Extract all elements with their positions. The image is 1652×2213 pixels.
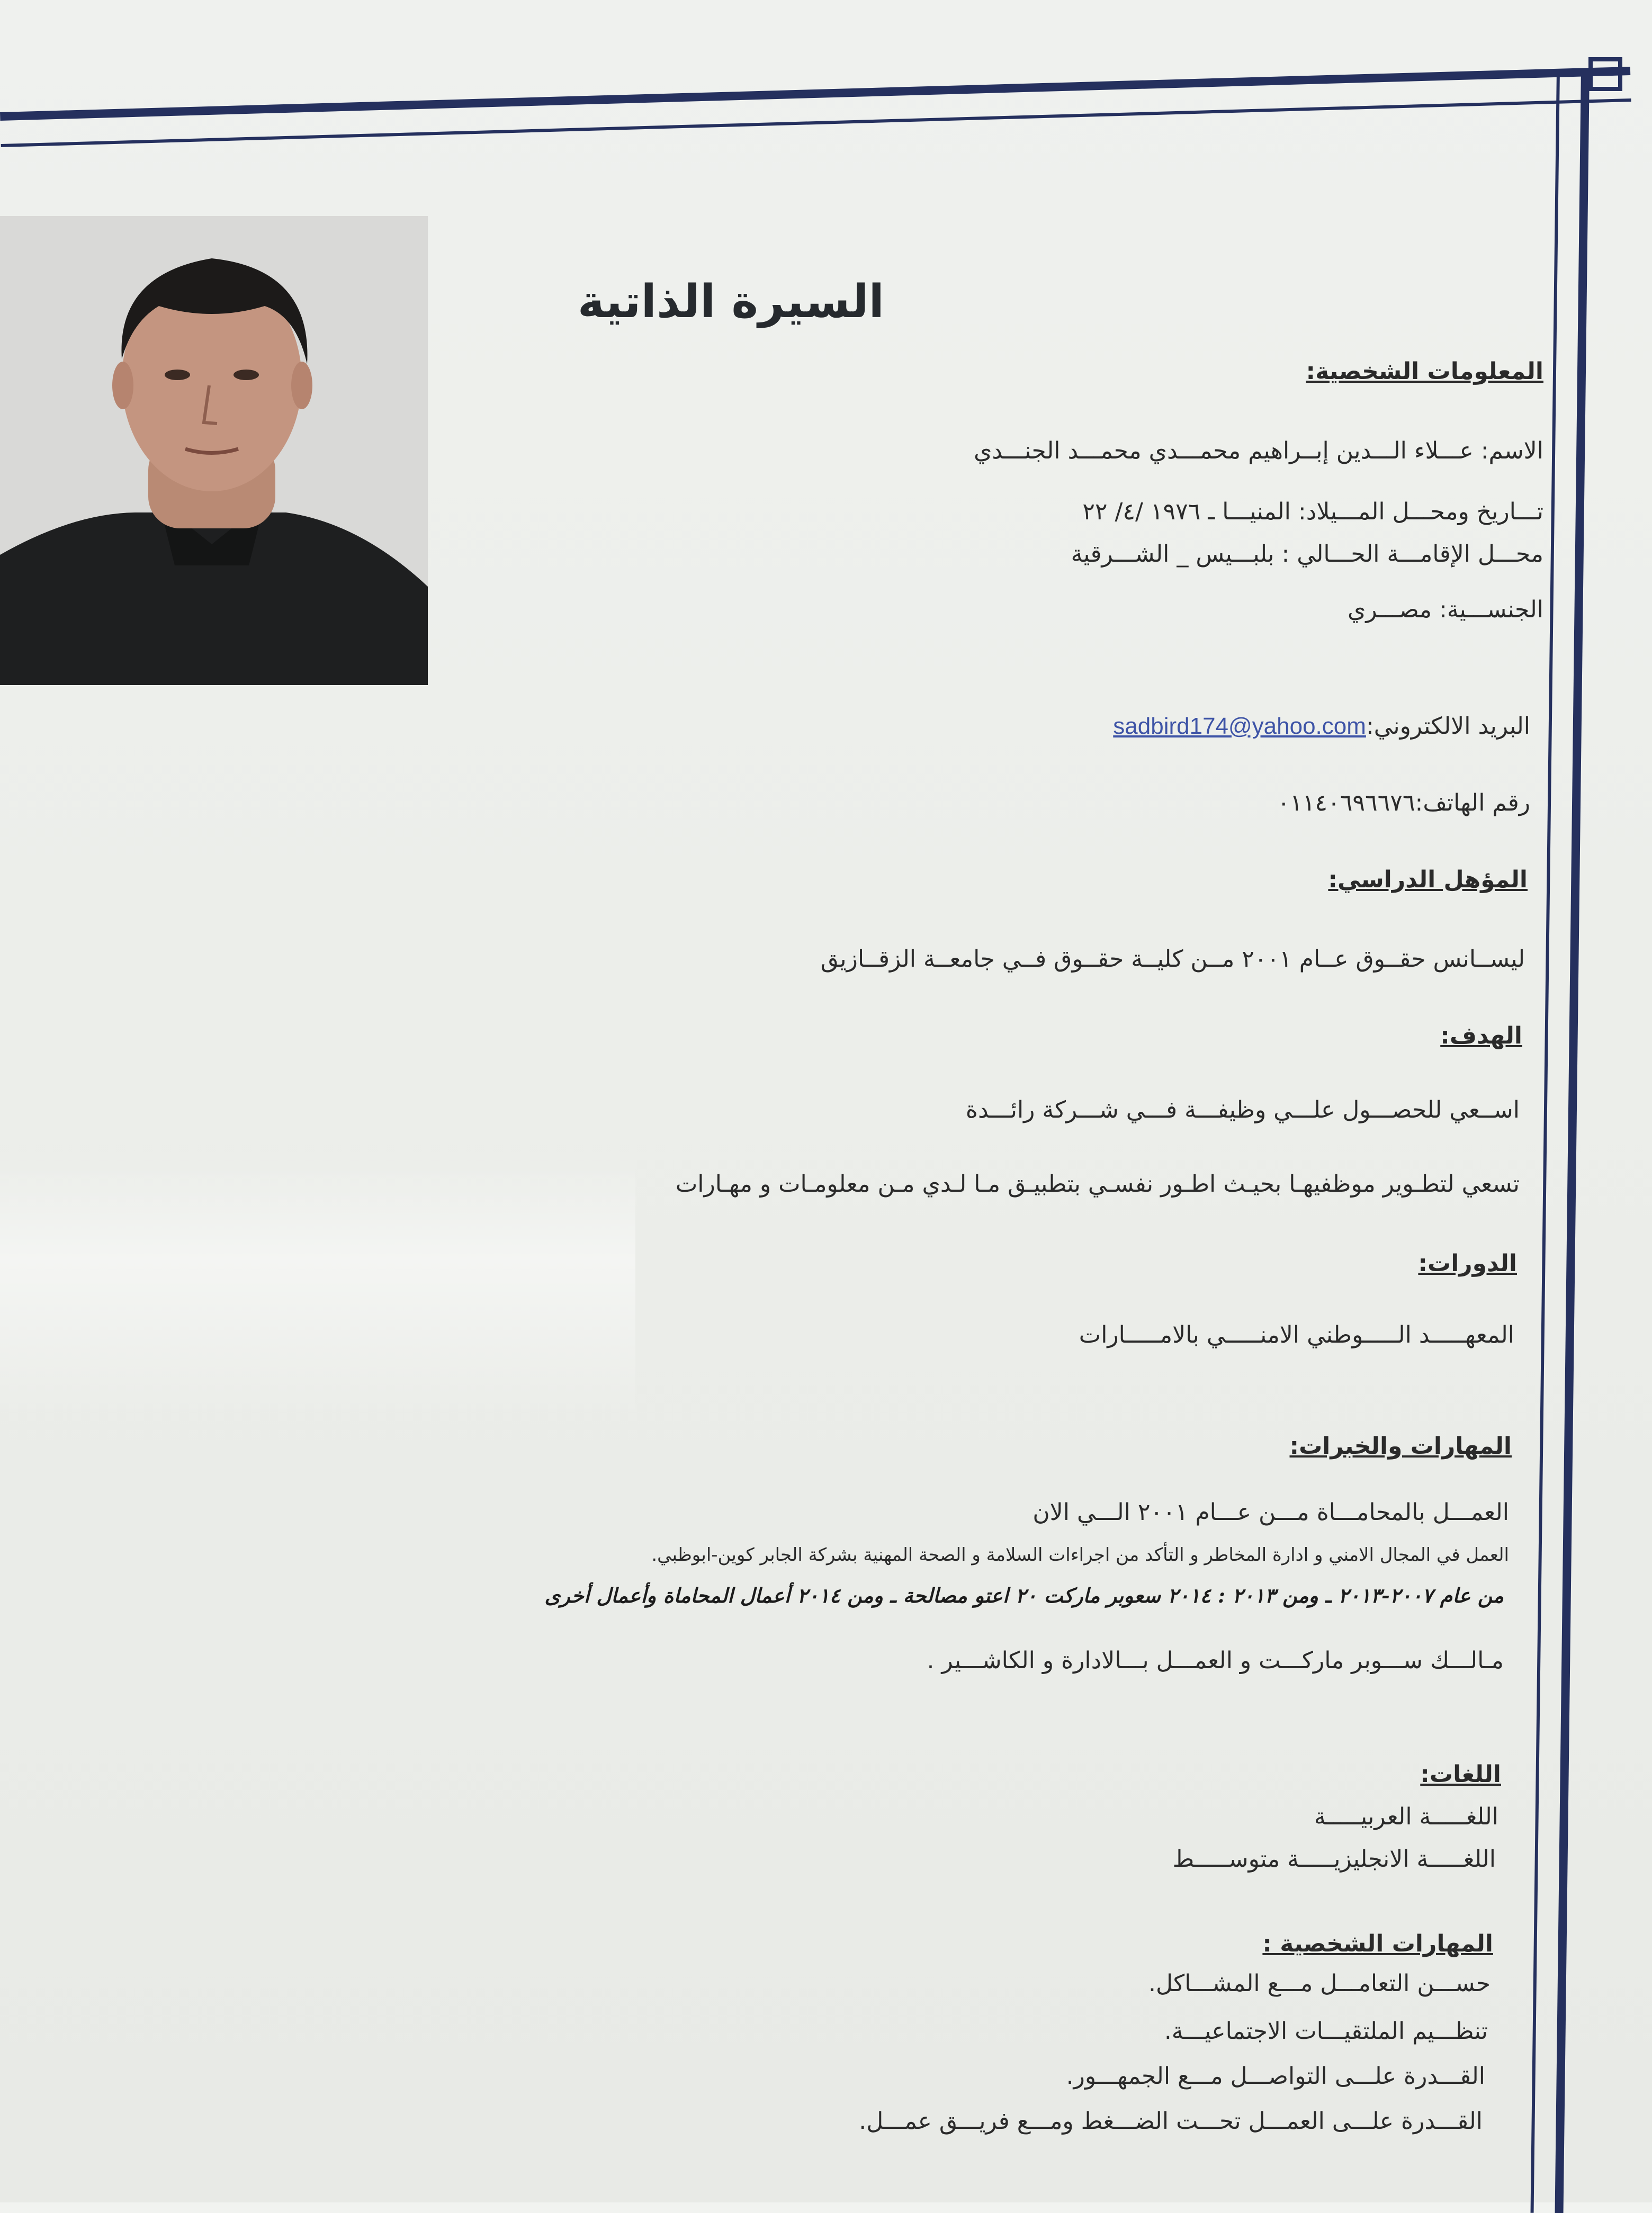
experience-heading: المهارات والخبرات: bbox=[1289, 1433, 1512, 1460]
email-label: البريد الالكتروني: bbox=[1366, 713, 1530, 740]
phone-value: ٠١١٤٠٦٩٦٦٧٦ bbox=[1277, 789, 1415, 816]
profile-photo bbox=[0, 216, 428, 685]
experience-line-1: العمـــل بالمحامـــاة مـــن عـــام ٢٠٠١ الـــي الان bbox=[1032, 1499, 1509, 1526]
language-english: اللغـــــة الانجليزيـــــة متوســـــط bbox=[1172, 1846, 1496, 1873]
paper-fold-shadow bbox=[0, 1154, 635, 1419]
soft-skills-heading: المهارات الشخصية : bbox=[1262, 1930, 1493, 1957]
nationality-field: الجنســـية: مصـــري bbox=[1347, 596, 1543, 623]
name-field: الاسم: عـــلاء الـــدين إبــراهيم محمـــدي محمـــد الجنـــدي bbox=[973, 437, 1543, 464]
email-row bbox=[1113, 715, 1530, 738]
residence-field: محـــل الإقامـــة الحـــالي : بلبـــيس _ الشـــرقية bbox=[1071, 541, 1543, 568]
soft-skill-2: تنظـــيم الملتقيـــات الاجتماعيـــة. bbox=[1164, 2018, 1488, 2045]
phone-row bbox=[1278, 791, 1530, 815]
soft-skill-1: حســـن التعامـــل مـــع المشـــاكل. bbox=[1148, 1970, 1491, 1997]
page-border-corner bbox=[1588, 57, 1622, 91]
objective-line-1: اســعي للحصـــول علـــي وظيفـــة فـــي شـــركة رائـــدة bbox=[965, 1096, 1520, 1123]
personal-info-heading: المعلومات الشخصية: bbox=[1306, 358, 1543, 385]
language-arabic: اللغـــــة العربيـــــة bbox=[1314, 1803, 1498, 1830]
languages-heading: اللغات: bbox=[1420, 1761, 1501, 1788]
courses-line-1: المعهـــــد الـــــوطني الامنـــــي بالامـــــارات bbox=[1079, 1321, 1514, 1348]
objective-heading: الهدف: bbox=[1440, 1022, 1522, 1049]
experience-line-3-handwritten: من عام ٢٠٠٧-٢٠١٣ ـ ومن ٢٠١٣ : ٢٠١٤ سعوبر ماركت ٢٠ اعتو مصالحة ـ ومن ٢٠١٤ أعمال المحاماة وأعمال أخرى bbox=[544, 1584, 1504, 1607]
email-link[interactable]: sadbird174@yahoo.com bbox=[1113, 713, 1366, 739]
experience-line-4: مـالـــك ســـوبر ماركـــت و العمـــل بـــالادارة و الكاشـــير . bbox=[927, 1647, 1504, 1674]
soft-skill-3: القـــدرة علـــى التواصـــل مـــع الجمهـــور. bbox=[1066, 2063, 1485, 2090]
birth-field: تـــاريخ ومحـــل المـــيلاد: المنيـــا ـ ١٩٧٦ /٤/ ٢٢ bbox=[1082, 498, 1543, 525]
experience-line-2: العمل في المجال الامني و ادارة المخاطر و التأكد من اجراءات السلامة و الصحة المهنية بشركة الجابر كوين-ابوظبي. bbox=[651, 1544, 1509, 1566]
education-text: ليســانس حقــوق عــام ٢٠٠١ مــن كليــة حقــوق فــي جامعــة الزقــازيق bbox=[820, 946, 1525, 973]
courses-heading: الدورات: bbox=[1418, 1250, 1517, 1277]
soft-skill-4: القـــدرة علـــى العمـــل تحـــت الضـــغط ومـــع فريـــق عمـــل. bbox=[859, 2108, 1483, 2135]
page-title: السيرة الذاتية bbox=[577, 275, 884, 328]
objective-line-2: تسعي لتطـوير موظفيهـا بحيـث اطـور نفسـي بتطبيـق مـا لـدي مـن معلومـات و مهـارات bbox=[675, 1171, 1520, 1198]
education-heading: المؤهل الدراسي: bbox=[1328, 866, 1528, 893]
phone-label: رقم الهاتف: bbox=[1415, 789, 1530, 816]
